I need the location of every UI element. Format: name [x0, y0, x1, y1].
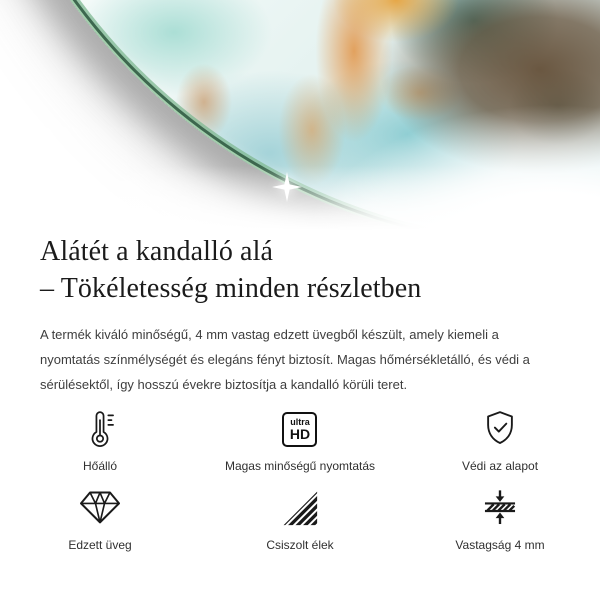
feature-label: Védi az alapot	[461, 459, 539, 473]
ultra-hd-icon-text-top: ultra	[290, 417, 310, 427]
product-photo	[0, 0, 600, 230]
marble-pattern	[0, 0, 600, 230]
feature-polished-edges	[266, 488, 333, 552]
feature-heat-resistant	[79, 409, 121, 473]
feature-label: Hőálló	[82, 459, 118, 473]
title-line-1: Alátét a kandalló alá	[40, 236, 273, 267]
polished-edges-icon	[282, 490, 318, 526]
diamond-icon	[78, 488, 122, 526]
feature-label: Vastagság 4 mm	[455, 538, 545, 552]
ultra-hd-icon-text-bottom: HD	[289, 426, 311, 442]
feature-label: Magas minőségű nyomtatás	[224, 459, 376, 473]
features-grid	[0, 409, 600, 552]
feature-thickness	[455, 488, 544, 552]
feature-label: Edzett üveg	[68, 538, 132, 552]
page-title	[40, 233, 560, 307]
feature-protects-base	[462, 409, 538, 473]
shield-check-icon	[480, 409, 520, 447]
ultra-hd-icon	[282, 412, 317, 447]
feature-ultra-hd-print	[225, 409, 375, 473]
thermometer-icon	[79, 409, 121, 447]
product-description: A termék kiváló minőségű, 4 mm vastag edzett üvegből készült, amely kiemeli a nyomtatás színmélységét és elegáns fényt biztosít. Magas hőmérsékletálló, és védi a sérülésektől, így hosszú évekre biztosítja a kandalló körüli teret.	[40, 327, 530, 392]
title-line-2: – Tökéletesség minden részletben	[40, 273, 422, 304]
text-content	[0, 233, 600, 397]
glass-hearth-pad-image	[0, 0, 600, 230]
feature-tempered-glass	[68, 488, 131, 552]
feature-label: Csiszolt élek	[266, 538, 334, 552]
thickness-icon	[480, 488, 520, 526]
